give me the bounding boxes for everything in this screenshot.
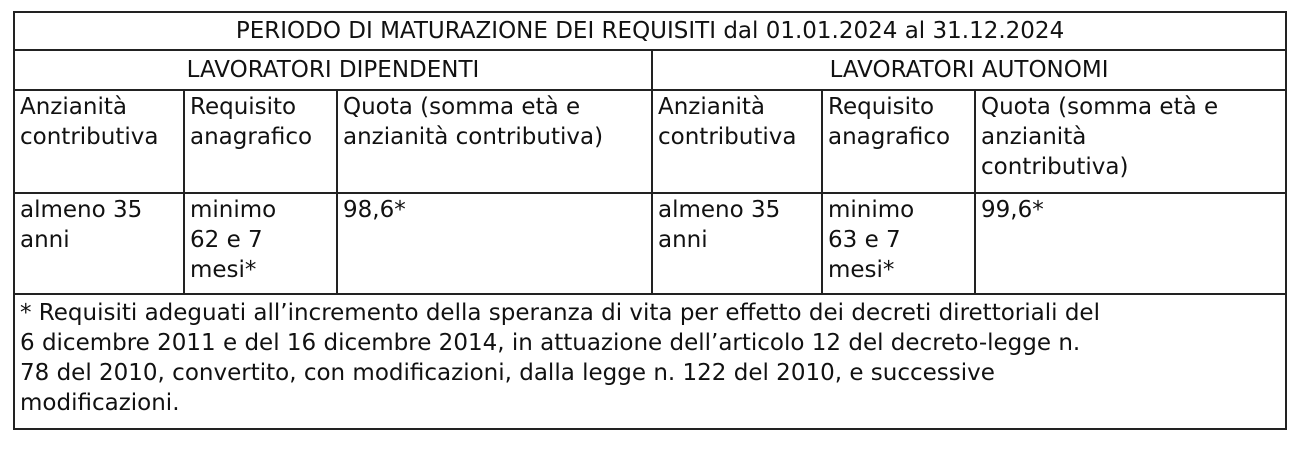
table-row	[14, 193, 1286, 294]
header-requisito-autonomi: Requisito anagrafico	[822, 90, 975, 193]
header-quota-autonomi: Quota (somma età e anzianità contributiva)	[975, 90, 1286, 193]
value-quota-dipendenti: 98,6*	[337, 193, 652, 294]
table-title-row	[14, 12, 1286, 50]
value-anzianita-dipendenti: almeno 35 anni	[14, 193, 184, 294]
header-anzianita-dipendenti: Anzianità contributiva	[14, 90, 184, 193]
footnote-row	[14, 294, 1286, 429]
table-title: PERIODO DI MATURAZIONE DEI REQUISITI dal 01.01.2024 al 31.12.2024	[14, 12, 1286, 50]
header-requisito-dipendenti: Requisito anagrafico	[184, 90, 337, 193]
value-quota-autonomi: 99,6*	[975, 193, 1286, 294]
group-header-autonomi: LAVORATORI AUTONOMI	[652, 50, 1286, 90]
footnote-text: * Requisiti adeguati all’incremento della speranza di vita per effetto dei decreti direttoriali del 6 dicembre 2011 e del 16 dicembre 2014, in attuazione dell’articolo 12 del decreto-legge n. 78 del 2010, convertito, con modificazioni, dalla legge n. 122 del 2010, e successive modificazioni.	[14, 294, 1286, 429]
column-header-row	[14, 90, 1286, 193]
header-quota-dipendenti: Quota (somma età e anzianità contributiva)	[337, 90, 652, 193]
group-header-dipendenti: LAVORATORI DIPENDENTI	[14, 50, 652, 90]
header-anzianita-autonomi: Anzianità contributiva	[652, 90, 822, 193]
requirements-table	[13, 11, 1287, 430]
value-anzianita-autonomi: almeno 35 anni	[652, 193, 822, 294]
group-header-row	[14, 50, 1286, 90]
value-requisito-autonomi: minimo 63 e 7 mesi*	[822, 193, 975, 294]
value-requisito-dipendenti: minimo 62 e 7 mesi*	[184, 193, 337, 294]
